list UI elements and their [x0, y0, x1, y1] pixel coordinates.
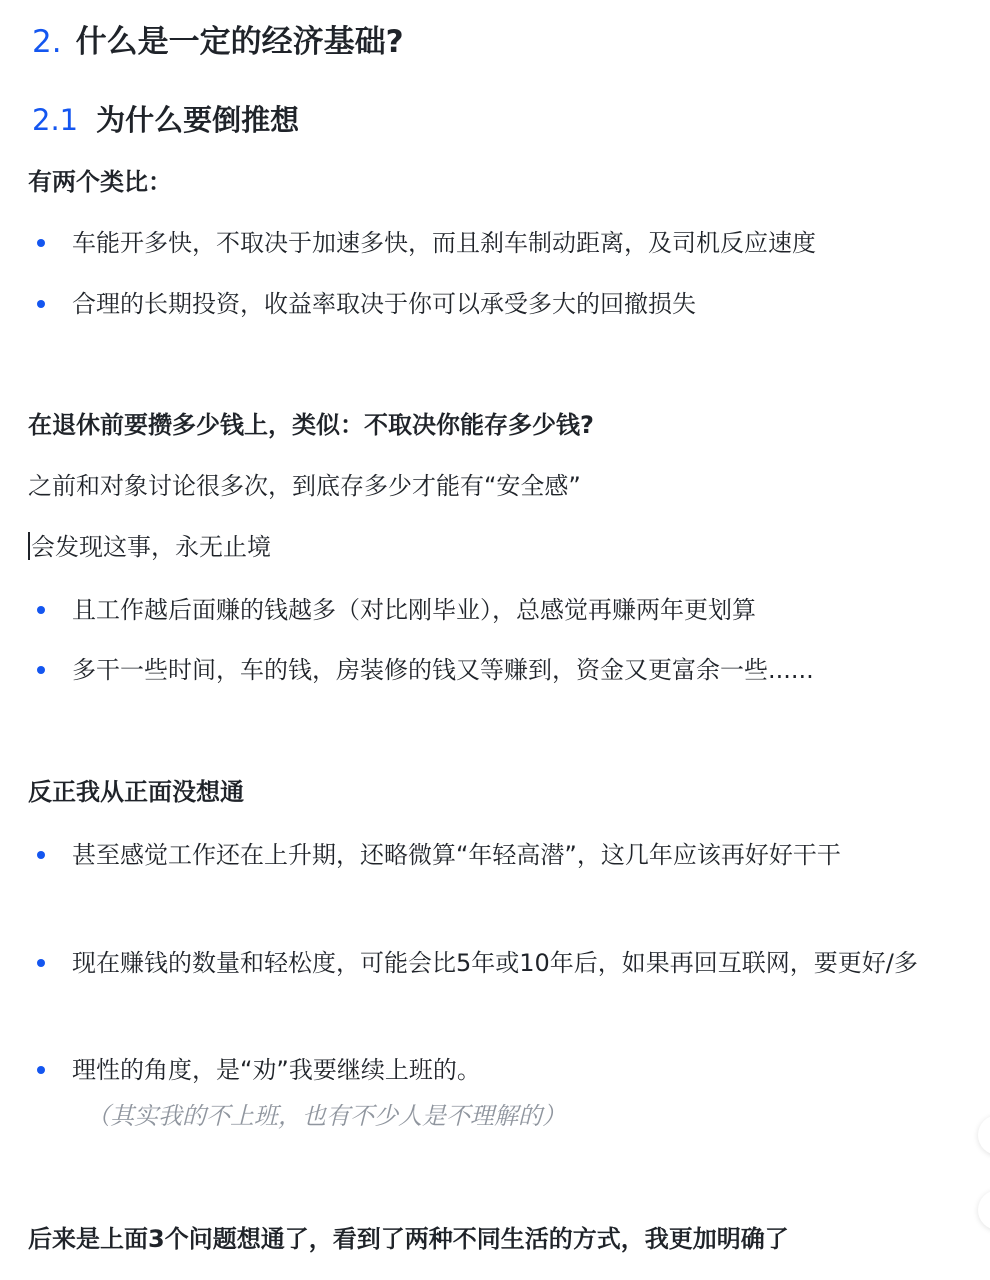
bullet-dot-icon [37, 239, 45, 247]
bullet-dot-icon [37, 300, 45, 308]
list-item-text: 甚至感觉工作还在上升期，还略微算“年轻高潜”，这几年应该再好好干干 [72, 841, 841, 869]
list-item [28, 220, 968, 266]
list-item-text: 合理的长期投资，收益率取决于你可以承受多大的回撤损失 [72, 290, 696, 318]
floating-action-button[interactable] [978, 1190, 990, 1230]
subheading-title: 为什么要倒推想 [96, 103, 300, 137]
list-item-text: 车能开多快，不取决于加速多快，而且刹车制动距离，及司机反应速度 [72, 229, 816, 257]
list-item [28, 832, 968, 924]
list-item [28, 281, 968, 327]
bullet-dot-icon [37, 851, 45, 859]
list-item [28, 587, 968, 633]
bullet-dot-icon [37, 1066, 45, 1074]
analogies-intro: 有两个类比： [28, 168, 172, 196]
text-cursor [28, 532, 30, 560]
conclusion: 后来是上面3个问题想通了，看到了两种不同生活的方式，我更加明确了 [28, 1225, 789, 1253]
retire-question: 在退休前要攒多少钱上，类似：不取决你能存多少钱? [28, 411, 594, 439]
list-item [28, 940, 968, 1032]
not-figured-heading: 反正我从正面没想通 [28, 778, 244, 806]
heading-number: 2. [32, 24, 62, 60]
section-heading [32, 18, 404, 66]
list-item [28, 647, 968, 693]
list-item-text: 多干一些时间，车的钱，房装修的钱又等赚到，资金又更富余一些...... [72, 656, 814, 684]
subheading-number: 2.1 [32, 103, 79, 137]
list-item-text [72, 1047, 952, 1139]
heading-title: 什么是一定的经济基础? [75, 24, 404, 60]
floating-action-button[interactable] [978, 1115, 990, 1155]
list-item-text: 现在赚钱的数量和轻松度，可能会比5年或10年后，如果再回互联网，要更好/多 [72, 949, 918, 977]
bullet-dot-icon [37, 606, 45, 614]
paragraph: 之前和对象讨论很多次，到底存多少才能有“安全感” [28, 472, 581, 500]
subsection-heading [32, 98, 299, 142]
reason-aside: （其实我的不上班，也有不少人是不理解的） [86, 1102, 566, 1130]
paragraph-text: 会发现这事，永无止境 [31, 533, 271, 561]
list-item-text: 且工作越后面赚的钱越多（对比刚毕业），总感觉再赚两年更划算 [72, 596, 756, 624]
bullet-dot-icon [37, 959, 45, 967]
reason-text: 理性的角度，是“劝”我要继续上班的。 [72, 1056, 481, 1084]
list-item [28, 1047, 968, 1139]
bullet-dot-icon [37, 666, 45, 674]
paragraph-with-caret [28, 527, 271, 567]
